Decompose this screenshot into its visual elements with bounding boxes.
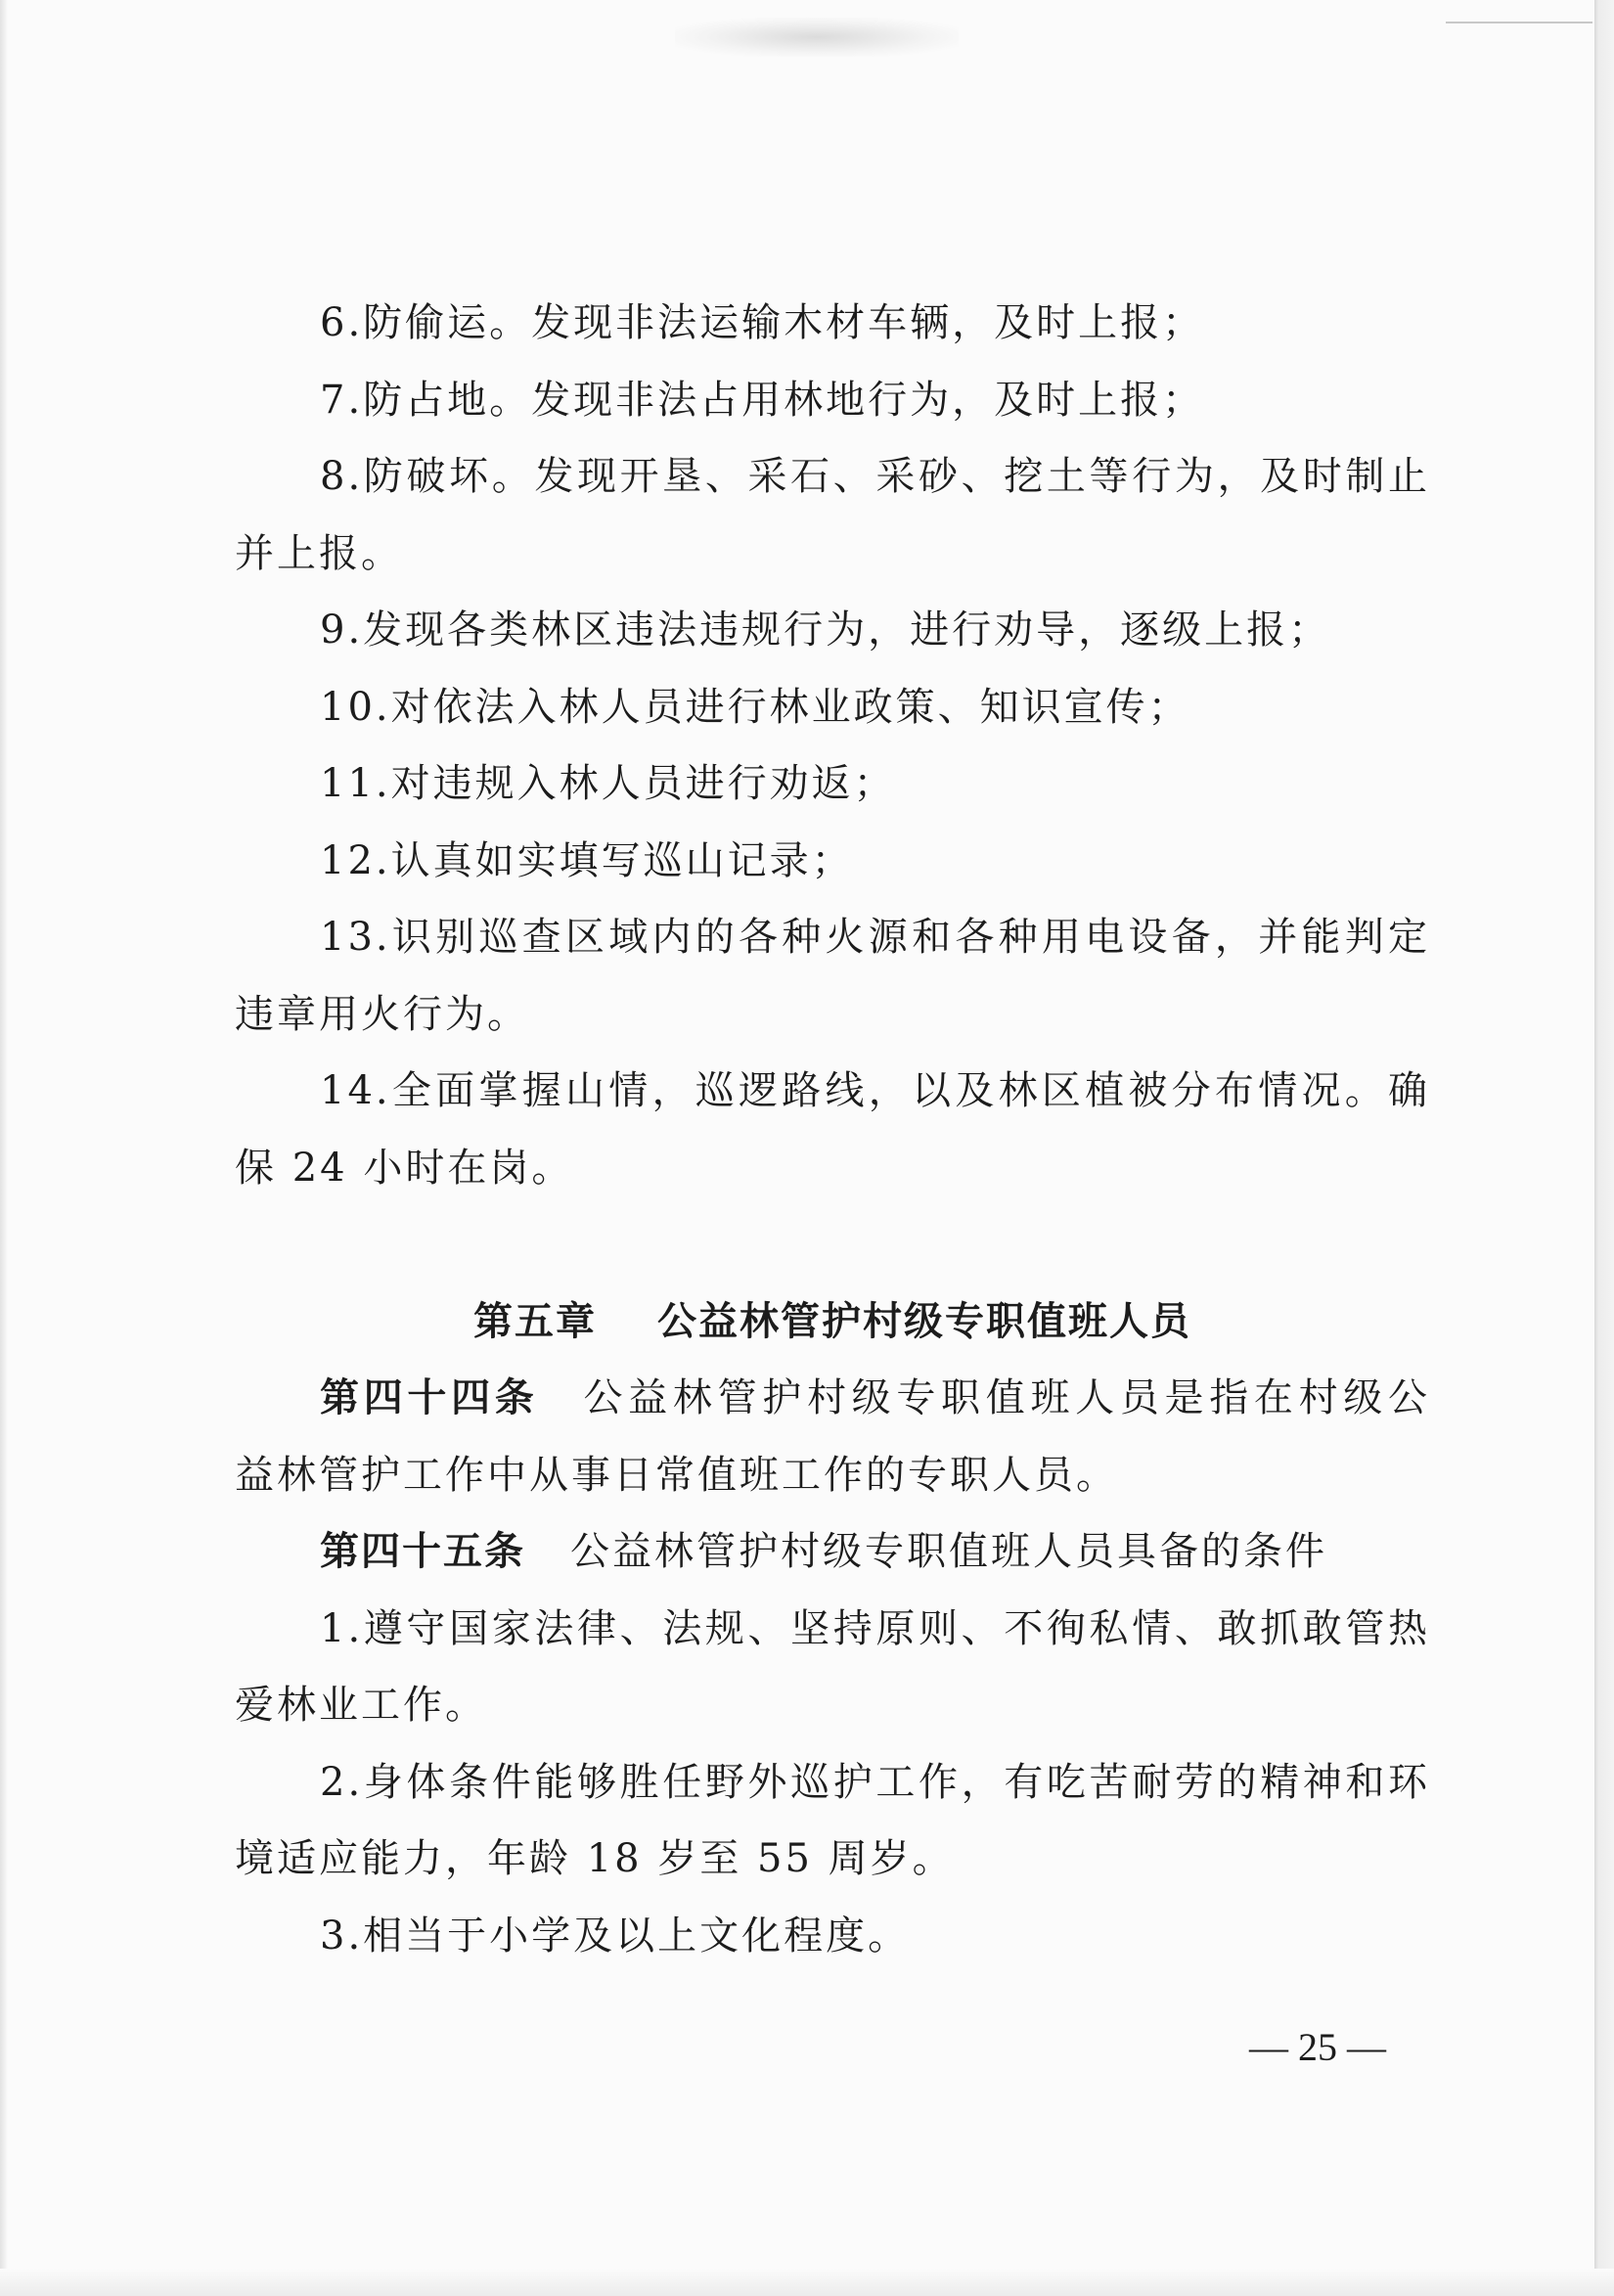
article-44 — [235, 1360, 1430, 1437]
chapter-title: 公益林管护村级专职值班人员 — [657, 1298, 1191, 1344]
chapter-heading — [235, 1283, 1430, 1361]
article-44-text: 公益林管护村级专职值班人员是指在村级公 — [583, 1375, 1430, 1420]
scan-right-edge-shadow — [1594, 0, 1614, 2296]
chapter-number: 第五章 — [473, 1298, 597, 1344]
condition-item-1-continuation: 爱林业工作。 — [235, 1683, 487, 1728]
duty-item-10: 10.对依法入林人员进行林业政策、知识宣传； — [320, 684, 1190, 730]
article-44-continuation: 益林管护工作中从事日常值班工作的专职人员。 — [235, 1452, 1118, 1498]
scan-left-edge-shadow — [0, 0, 8, 2296]
duty-item-8: 8.防破坏。发现开垦、采石、采砂、挖土等行为，及时制止 — [320, 454, 1430, 499]
scan-top-edge-line — [1446, 22, 1592, 23]
article-45 — [235, 1513, 1430, 1591]
scan-smudge — [675, 18, 959, 57]
scan-bottom-edge-shadow — [0, 2269, 1614, 2296]
article-44-label: 第四十四条 — [320, 1375, 539, 1420]
blank-line — [235, 1206, 1430, 1283]
condition-item-3: 3.相当于小学及以上文化程度。 — [320, 1913, 911, 1958]
duty-item-8-continuation: 并上报。 — [235, 530, 403, 576]
article-45-label: 第四十五条 — [320, 1529, 525, 1574]
duty-item-6: 6.防偷运。发现非法运输木材车辆，及时上报； — [320, 300, 1205, 345]
duty-item-12: 12.认真如实填写巡山记录； — [320, 837, 854, 883]
article-45-text: 公益林管护村级专职值班人员具备的条件 — [570, 1529, 1327, 1574]
body-text — [235, 285, 1430, 1974]
condition-item-1: 1.遵守国家法律、法规、坚持原则、不徇私情、敢抓敢管热 — [320, 1605, 1430, 1651]
duty-item-11: 11.对违规入林人员进行劝返； — [320, 761, 896, 806]
duty-item-13: 13.识别巡查区域内的各种火源和各种用电设备，并能判定 — [320, 915, 1430, 960]
page-number: — 25 — — [1249, 2025, 1386, 2069]
duty-item-14: 14.全面掌握山情，巡逻路线，以及林区植被分布情况。确 — [320, 1068, 1430, 1113]
condition-item-2-continuation: 境适应能力，年龄 18 岁至 55 周岁。 — [235, 1836, 955, 1881]
duty-item-7: 7.防占地。发现非法占用林地行为，及时上报； — [320, 377, 1205, 423]
duty-item-13-continuation: 违章用火行为。 — [235, 991, 529, 1037]
duty-item-9: 9.发现各类林区违法违规行为，进行劝导，逐级上报； — [320, 608, 1331, 653]
duty-item-14-continuation: 保 24 小时在岗。 — [235, 1145, 574, 1191]
condition-item-2: 2.身体条件能够胜任野外巡护工作，有吃苦耐劳的精神和环 — [320, 1759, 1430, 1805]
